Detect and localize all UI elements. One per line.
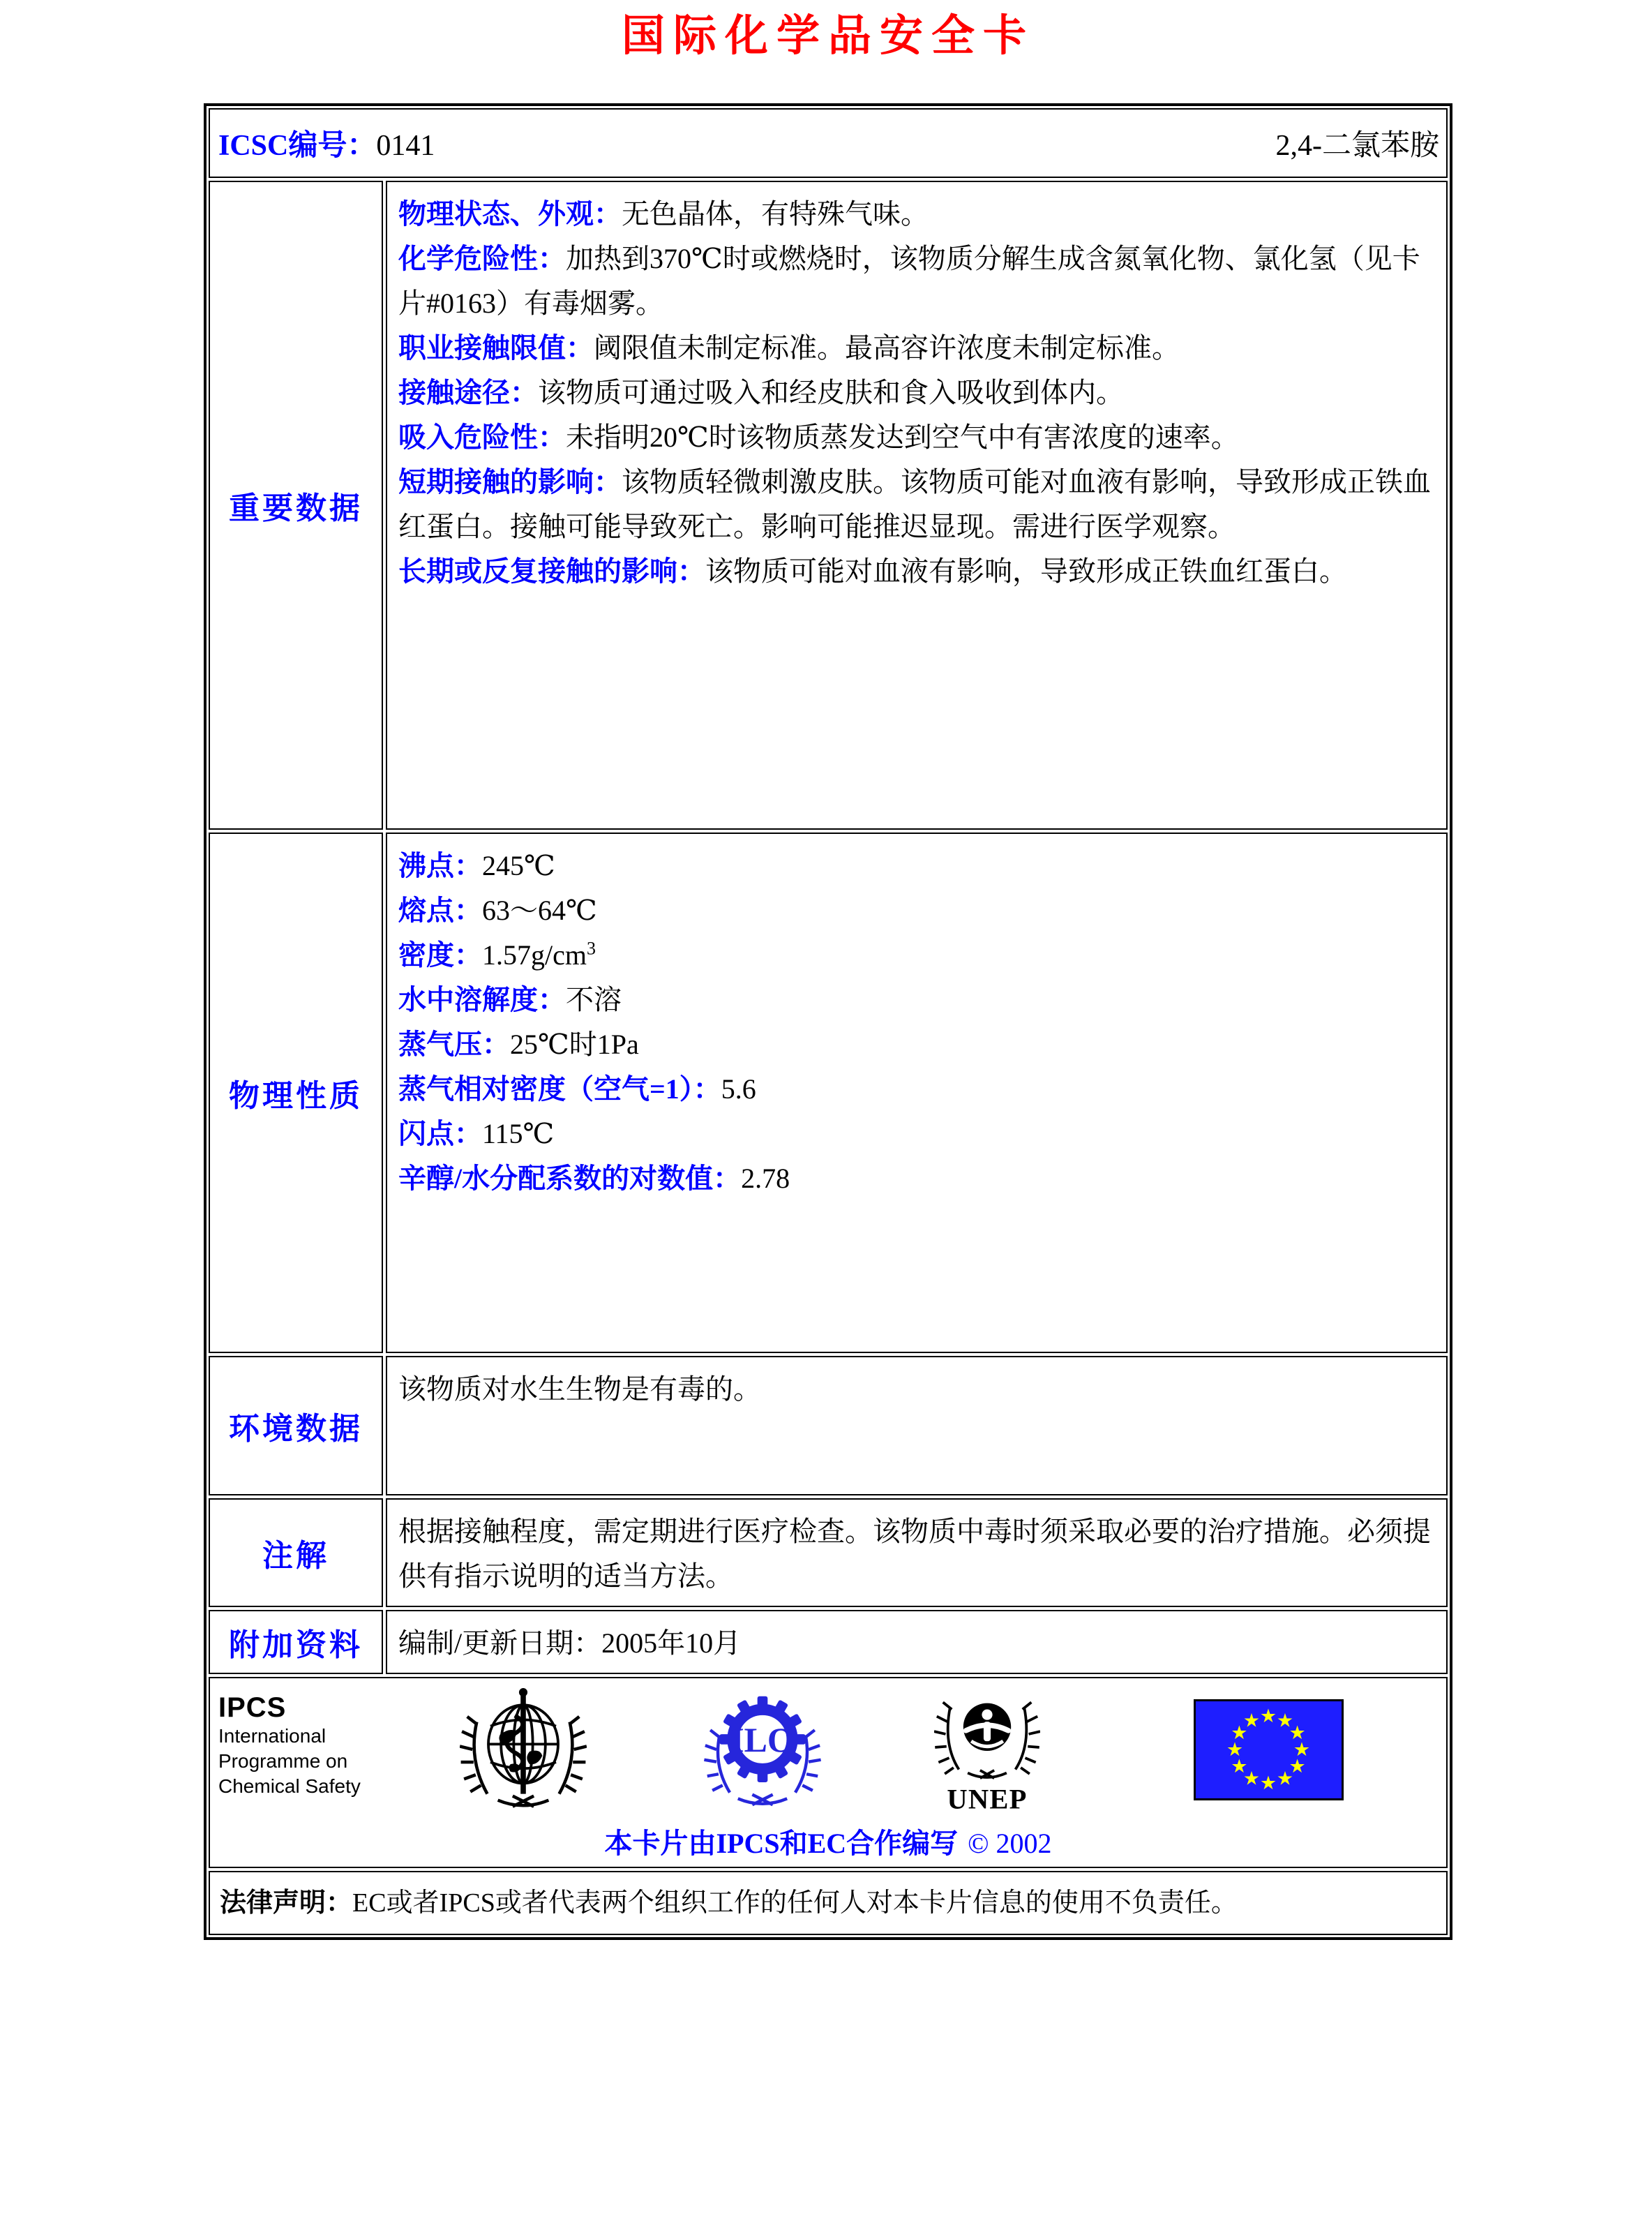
important-data-item: 物理状态、外观：无色晶体，有特殊气味。 xyxy=(398,198,929,230)
svg-text:★: ★ xyxy=(1259,1773,1277,1794)
icsc-number xyxy=(218,122,435,164)
svg-text:★: ★ xyxy=(1289,1756,1306,1777)
unep-logo-icon xyxy=(934,1684,1040,1818)
important-data-item: 接触途径：该物质可通过吸入和经皮肤和食入吸收到体内。 xyxy=(398,377,1124,408)
section-label-notes: 注解 xyxy=(209,1498,383,1607)
ilo-logo-icon xyxy=(701,1688,824,1815)
icsc-number-label: ICSC编号： xyxy=(218,130,377,162)
physical-property-item: 蒸气相对密度（空气=1）：5.6 xyxy=(398,1073,756,1105)
notes-text: 根据接触程度，需定期进行医疗检查。该物质中毒时须采取必要的治疗措施。必须提供有指示说明的适当方法。 xyxy=(398,1516,1431,1592)
legal-notice-row xyxy=(209,1871,1448,1935)
svg-text:★: ★ xyxy=(1276,1768,1294,1790)
svg-text:★: ★ xyxy=(1226,1739,1244,1761)
physical-property-item: 沸点：245℃ xyxy=(398,850,555,881)
legal-notice-label: 法律声明： xyxy=(220,1888,353,1918)
legal-notice xyxy=(220,1885,1238,1921)
physical-property-item: 蒸气压：25℃时1Pa xyxy=(398,1029,639,1060)
legal-notice-text: EC或者IPCS或者代表两个组织工作的任何人对本卡片信息的使用不负责任。 xyxy=(352,1888,1238,1918)
section-content-physical-properties xyxy=(386,833,1448,1353)
physical-property-item: 密度：$1.57g/cm^3$ xyxy=(398,938,596,971)
section-content-additional-info xyxy=(386,1610,1448,1674)
svg-text:★: ★ xyxy=(1231,1756,1248,1777)
icsc-number-value: 0141 xyxy=(376,130,435,162)
physical-property-item: 闪点：115℃ xyxy=(398,1118,555,1149)
svg-text:ILO: ILO xyxy=(730,1721,795,1759)
important-data-item: 吸入危险性：未指明20℃时该物质蒸发达到空气中有害浓度的速率。 xyxy=(398,421,1239,453)
svg-text:★: ★ xyxy=(1231,1722,1248,1744)
footer-caption xyxy=(210,1821,1446,1861)
important-data-item: 化学危险性：加热到370℃时或燃烧时，该物质分解生成含氮氧化物、氯化氢（见卡片#0163）有毒烟雾。 xyxy=(398,243,1420,319)
section-label-additional-info: 附加资料 xyxy=(209,1610,383,1674)
environmental-data-text: 该物质对水生生物是有毒的。 xyxy=(398,1373,761,1405)
section-label-important-data: 重要数据 xyxy=(209,181,383,830)
section-content-important-data xyxy=(386,181,1448,830)
ipcs-line: Programme on xyxy=(218,1750,348,1772)
footer-logos-row xyxy=(209,1677,1448,1868)
icsc-card-table xyxy=(204,103,1452,1940)
who-logo-icon xyxy=(460,1684,587,1823)
page-title: 国际化学品安全卡 xyxy=(621,13,1035,60)
footer-copyright: © 2002 xyxy=(968,1828,1052,1859)
card-header-row xyxy=(209,108,1448,178)
svg-text:★: ★ xyxy=(1242,1710,1261,1732)
eu-flag-icon xyxy=(1194,1699,1344,1800)
important-data-item: 职业接触限值：阈限值未制定标准。最高容许浓度未制定标准。 xyxy=(398,332,1180,364)
density-superscript: 3 xyxy=(586,938,596,959)
important-data-item: 长期或反复接触的影响：该物质可能对血液有影响，导致形成正铁血红蛋白。 xyxy=(398,555,1347,587)
section-label-environmental-data: 环境数据 xyxy=(209,1356,383,1495)
section-label-physical-properties: 物理性质 xyxy=(209,833,383,1353)
svg-text:★: ★ xyxy=(1289,1722,1306,1744)
ipcs-line: Chemical Safety xyxy=(218,1775,361,1797)
svg-text:UNEP: UNEP xyxy=(947,1783,1028,1815)
svg-text:★: ★ xyxy=(1259,1706,1277,1727)
svg-text:★: ★ xyxy=(1276,1710,1294,1732)
section-content-environmental-data xyxy=(386,1356,1448,1495)
ipcs-acronym: IPCS xyxy=(218,1692,287,1723)
svg-text:★: ★ xyxy=(1242,1768,1261,1790)
physical-property-item: 熔点：63～64℃ xyxy=(398,895,597,926)
ipcs-text-block xyxy=(218,1692,361,1799)
svg-text:★: ★ xyxy=(1293,1739,1311,1761)
chemical-name: 2,4-二氯苯胺 xyxy=(1275,130,1439,162)
footer-caption-text: 本卡片由IPCS和EC合作编写 xyxy=(604,1828,959,1859)
additional-info-text: 编制/更新日期：2005年10月 xyxy=(398,1627,742,1659)
important-data-item: 短期接触的影响：该物质轻微刺激皮肤。该物质可能对血液有影响，导致形成正铁血红蛋白。接触可能导致死亡。影响可能推迟显现。需进行医学观察。 xyxy=(398,466,1431,542)
physical-property-item: 辛醇/水分配系数的对数值：2.78 xyxy=(398,1163,790,1194)
physical-property-item: 水中溶解度：不溶 xyxy=(398,984,622,1015)
ipcs-line: International xyxy=(218,1725,326,1747)
section-content-notes xyxy=(386,1498,1448,1607)
